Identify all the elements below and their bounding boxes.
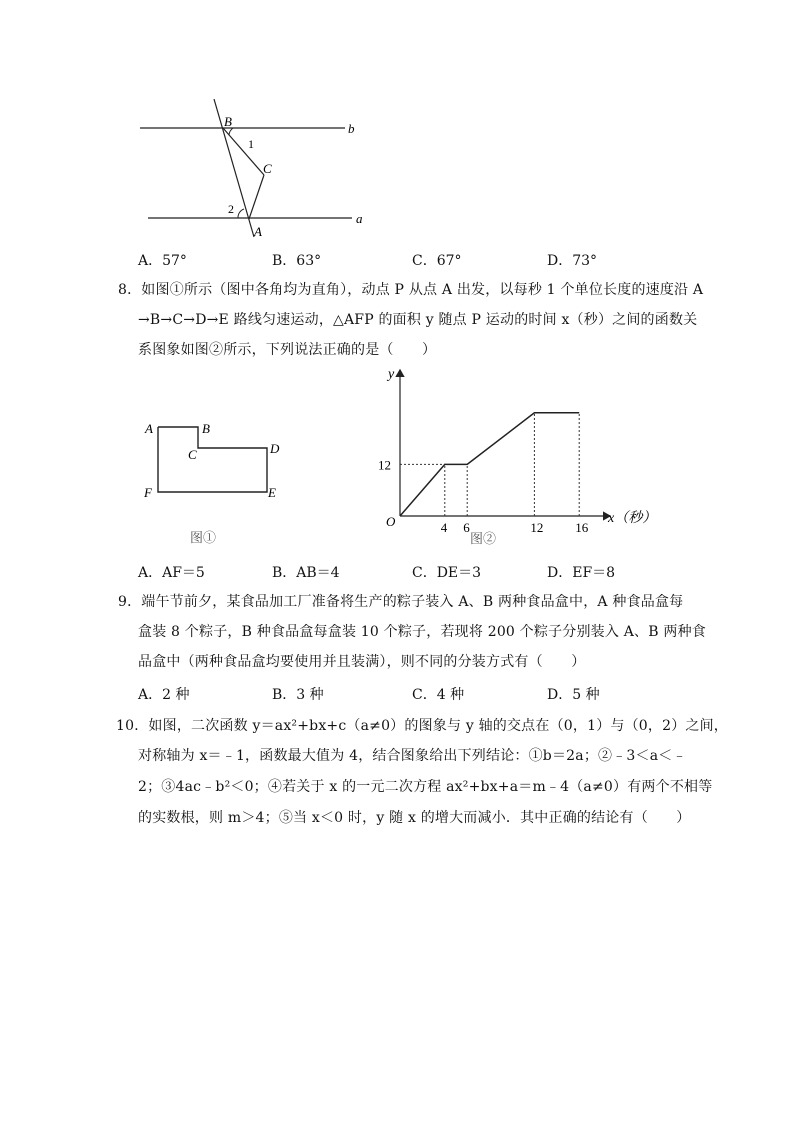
q10-line-2: 对称轴为 x＝﹣1，函数最大值为 4，结合图象给出下列结论：①b＝2a；②﹣3＜a＜﹣ [138,748,687,764]
q7-option-d: D．73° [547,253,598,269]
figure-1-shape [158,427,267,492]
label-line-a: a [356,211,363,226]
origin-label: O [386,514,396,529]
fig2-caption: 图② [470,531,497,546]
q10-line-3: 2；③4ac﹣b²＜0；④若关于 x 的一元二次方程 ax²+bx+a＝m﹣4（a≠0）有两个不相等 [138,779,713,795]
segment-ca [249,175,264,219]
fig1-label-f: F [144,485,152,500]
q10-line-4: 的实数根，则 m＞4；⑤当 x＜0 时，y 随 x 的增大而减小．其中正确的结论有（ ） [138,810,691,826]
q7-option-b: B．63° [272,253,322,269]
angle-2-arc [238,209,244,218]
fig1-label-d: D [270,441,280,456]
q8-figure-1 [140,415,300,550]
q7-option-c: C．67° [412,253,462,269]
label-angle-2: 2 [228,202,234,216]
q9-option-b: B．3 种 [272,687,324,703]
label-angle-1: 1 [248,137,254,151]
q9-line-3: 品盒中（两种食品盒均要使用并且装满），则不同的分装方式有（ ） [138,654,586,670]
q10-line-1: 10．如图，二次函数 y＝ax²+bx+c（a≠0）的图象与 y 轴的交点在（0，1）与（0，2）之间， [116,718,729,734]
q8-figure-2-graph [370,362,660,552]
q7-option-a: A．57° [138,253,187,269]
q9-line-2: 盒装 8 个粽子，B 种食品盒每盒装 10 个粽子，若现将 200 个粽子分别装入 A、B 两种食 [138,624,706,640]
q8-line-3: 系图象如图②所示，下列说法正确的是（ ） [138,342,437,358]
q9-option-a: A．2 种 [138,687,190,703]
q8-option-d: D．EF＝8 [547,565,616,581]
x-axis-label: x（秒） [608,511,657,526]
q8-option-b: B．AB＝4 [272,565,340,581]
q8-option-a: A．AF＝5 [138,565,205,581]
fig1-caption: 图① [190,530,217,545]
q9-line-1: 9．端午节前夕，某食品加工厂准备将生产的粽子装入 A、B 两种食品盒中，A 种食品盒每 [118,594,684,610]
x-tick-label: 12 [530,520,544,535]
y-tick-label: 12 [378,457,391,473]
q7-figure [130,95,370,245]
q8-option-c: C．DE＝3 [412,565,482,581]
q9-option-c: C．4 种 [412,687,465,703]
x-tick-label: 6 [463,520,470,535]
q8-line-1: 8．如图①所示（图中各角均为直角），动点 P 从点 A 出发，以每秒 1 个单位长度的速度沿 A [118,282,704,298]
fig1-label-a: A [145,421,153,436]
q9-option-d: D．5 种 [547,687,600,703]
x-tick-label: 16 [575,520,589,535]
x-tick-label: 4 [440,520,448,535]
transversal-line [214,99,254,237]
y-axis-label: y [388,367,395,382]
label-b-point: B [224,114,232,129]
fig1-label-c: C [188,447,197,462]
q8-line-2: →B→C→D→E 路线匀速运动，△AFP 的面积 y 随点 P 运动的时间 x（秒）之间的函数关 [138,312,698,328]
angle-1-arc [229,128,233,135]
fig1-label-b: B [202,421,210,436]
fig1-label-e: E [268,485,276,500]
series-line [400,413,579,516]
label-line-b: b [348,121,355,136]
label-c-point: C [263,161,272,176]
label-a-point: A [254,224,262,239]
